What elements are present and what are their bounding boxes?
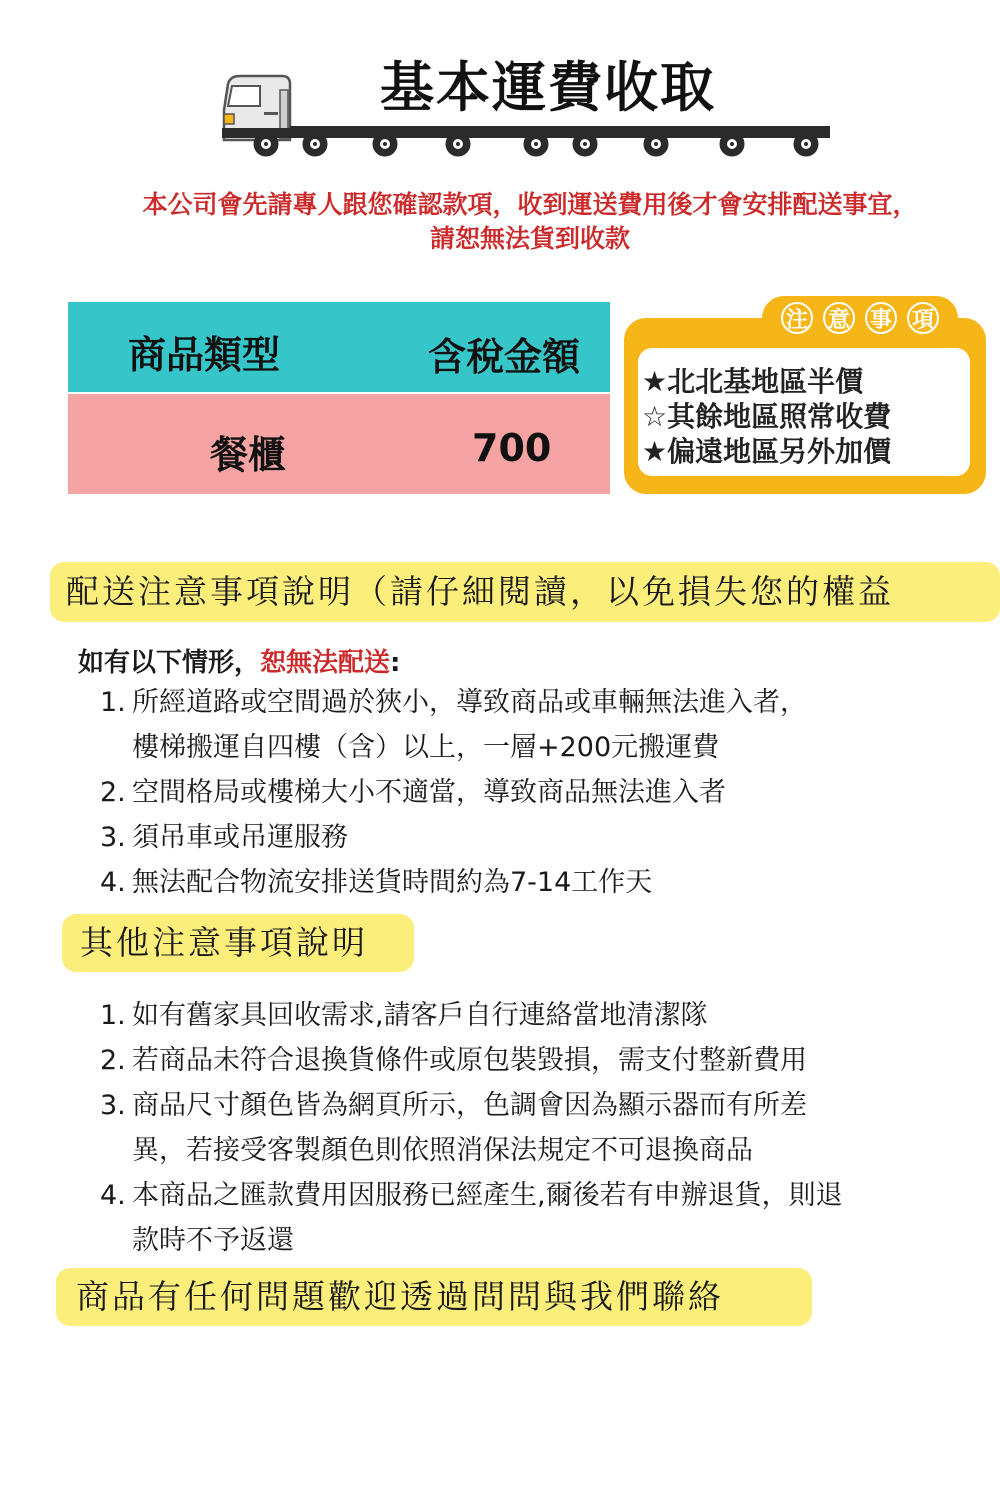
payment-notice: [60, 188, 1000, 256]
list-item: [100, 993, 960, 1038]
item-number: 4.: [100, 867, 126, 898]
header-tax-included-price: 含稅金額: [428, 335, 581, 379]
item-text: 須吊車或吊運服務: [132, 822, 348, 853]
item-number: 3.: [100, 822, 126, 853]
intro-prefix: 如有以下情形，: [78, 648, 261, 678]
item-number: 2.: [100, 1045, 126, 1076]
list-item: [100, 860, 960, 905]
page-title: 基本運費收取: [380, 55, 716, 119]
notes-lines: [624, 318, 986, 494]
notice-line-1: 本公司會先請專人跟您確認款項，收到運送費用後才會安排配送事宜，: [142, 190, 918, 219]
list-item: [100, 1038, 960, 1083]
note-line: ★北北基地區半價: [642, 365, 864, 398]
list-item: [100, 770, 960, 815]
item-text: 樓梯搬運自四樓（含）以上，一層+200元搬運費: [132, 732, 720, 763]
item-text: 無法配合物流安排送貨時間約為7-14工作天: [132, 867, 653, 898]
other-notes-banner: 其他注意事項說明: [62, 914, 414, 972]
list-item: [100, 815, 960, 860]
intro-highlight: 恕無法配送: [260, 648, 391, 678]
list-item: [100, 680, 960, 770]
notice-line-2: 請恕無法貨到收款: [429, 224, 630, 253]
item-text: 異，若接受客製顏色則依照消保法規定不可退換商品: [132, 1135, 753, 1166]
note-line: ☆其餘地區照常收費: [642, 400, 892, 433]
notes-tag-char: 項: [907, 302, 939, 334]
price-table-row: [68, 394, 610, 494]
contact-banner: 商品有任何問題歡迎透過問問與我們聯絡: [56, 1268, 812, 1326]
item-number: 1.: [100, 1000, 126, 1031]
item-text: 空間格局或樓梯大小不適當，導致商品無法進入者: [132, 777, 726, 808]
item-text: 如有舊家具回收需求,請客戶自行連絡當地清潔隊: [132, 1000, 708, 1031]
notes-tag-char: 注: [781, 302, 813, 334]
header-product-type: 商品類型: [128, 333, 281, 377]
item-number: 3.: [100, 1090, 126, 1121]
item-text: 若商品未符合退換貨條件或原包裝毀損，需支付整新費用: [132, 1045, 807, 1076]
delivery-conditions-list: [100, 680, 960, 905]
delivery-notes-banner: 配送注意事項說明（請仔細閱讀，以免損失您的權益: [50, 562, 1000, 622]
list-item: [100, 1173, 960, 1263]
item-text: 所經道路或空間過於狹小，導致商品或車輛無法進入者，: [132, 687, 807, 718]
note-line: ★偏遠地區另外加價: [642, 435, 892, 468]
item-text: 商品尺寸顏色皆為網頁所示，色調會因為顯示器而有所差: [132, 1090, 807, 1121]
item-text: 款時不予返還: [132, 1225, 294, 1256]
product-type-value: 餐櫃: [210, 433, 287, 477]
price-table-header: [68, 302, 610, 392]
delivery-intro: [78, 642, 400, 679]
item-text: 本商品之匯款費用因服務已經產生,爾後若有申辦退貨，則退: [132, 1180, 843, 1211]
notes-tag-char: 事: [865, 302, 897, 334]
item-number: 2.: [100, 777, 126, 808]
price-value: 700: [472, 426, 552, 470]
notes-tag-char: 意: [823, 302, 855, 334]
intro-suffix: :: [390, 648, 401, 678]
item-number: 4.: [100, 1180, 126, 1211]
list-item: [100, 1083, 960, 1173]
item-number: 1.: [100, 687, 126, 718]
other-notes-list: [100, 993, 960, 1263]
